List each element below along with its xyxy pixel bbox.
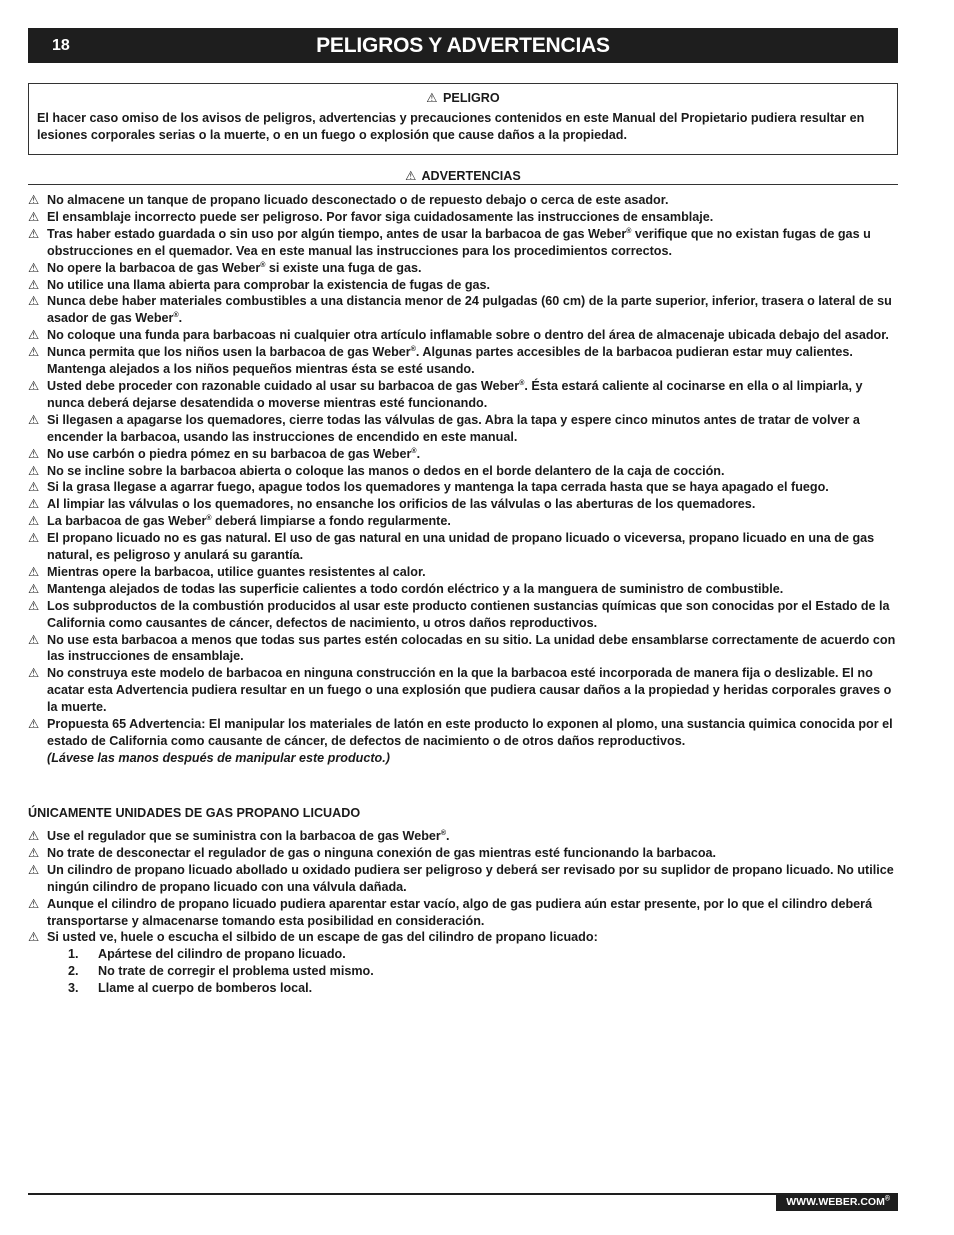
warning-triangle-icon: ⚠ [28, 294, 40, 309]
registered-mark: ® [173, 312, 179, 320]
danger-box [28, 83, 898, 155]
warning-triangle-icon: ⚠ [28, 209, 40, 224]
list-item [28, 192, 900, 209]
list-item-text: El ensamblaje incorrecto puede ser peligroso. Por favor siga cuidadosamente las instrucciones de ensamblaje. [47, 209, 714, 224]
list-item [28, 716, 900, 767]
lp-section-heading: ÚNICAMENTE UNIDADES DE GAS PROPANO LICUADO [28, 806, 361, 820]
warning-triangle-icon: ⚠ [28, 412, 40, 427]
list-item-text: No use esta barbacoa a menos que todas sus partes estén colocadas en su sitio. La unidad debe ensamblarse correctamente de acuerdo con las instrucciones de ensamblaje. [47, 632, 896, 664]
warning-triangle-icon: ⚠ [28, 862, 40, 877]
list-item [28, 513, 900, 530]
list-item-text-continued: deberá limpiarse a fondo regularmente. [211, 514, 451, 529]
list-item [28, 862, 900, 896]
list-item-text: Use el regulador que se suministra con la barbacoa de gas Weber [47, 829, 441, 843]
footer-url-text: WWW.WEBER.COM [786, 1196, 885, 1208]
warning-triangle-icon: ⚠ [28, 564, 40, 579]
warning-triangle-icon: ⚠ [28, 930, 40, 945]
warning-triangle-icon: ⚠ [28, 717, 40, 732]
list-item [28, 209, 900, 226]
list-item-text: No almacene un tanque de propano licuado desconectado o de repuesto debajo o cerca de este asador. [47, 193, 669, 207]
list-item-text-continued: . Ésta estará caliente al cocinarse en ella o al limpiarla, y nunca deberá dejarse desatendida o moverse mientras esté funcionando. [47, 378, 863, 410]
footer-url [776, 1193, 898, 1211]
list-item-text: Mantenga alejados de todas las superficie calientes a todo cordón eléctrico y a la manguera de suministro de combustible. [47, 581, 784, 596]
list-item-text: No use carbón o piedra pómez en su barbacoa de gas Weber [47, 446, 412, 461]
warning-triangle-icon: ⚠ [28, 514, 40, 529]
list-item-text: Si llegasen a apagarse los quemadores, cierre todas las válvulas de gas. Abra la tapa y espere cinco minutos antes de tratar de volver a encender la barbacoa, usando las instrucciones de encendido en este manual. [47, 412, 860, 444]
registered-mark: ® [206, 515, 212, 523]
list-item-text: No opere la barbacoa de gas Weber [47, 260, 261, 275]
warnings-heading-text: ADVERTENCIAS [421, 169, 521, 183]
warning-triangle-icon: ⚠ [28, 193, 40, 207]
list-item-text-continued: verifique que no existan fugas de gas u obstrucciones en el quemador. Vea en este manual las instrucciones para los procedimientos correctos. [47, 226, 871, 258]
step-number: 1. [68, 947, 79, 961]
lp-warnings-list [28, 828, 900, 946]
list-item [28, 828, 900, 845]
list-item-text: Al limpiar las válvulas o los quemadores, no ensanche los orificios de las válvulas o las aberturas de los quemadores. [47, 497, 756, 512]
warning-triangle-icon: ⚠ [28, 328, 40, 343]
warning-triangle-icon: ⚠ [28, 896, 40, 911]
warning-triangle-icon: ⚠ [28, 598, 40, 613]
list-item [28, 463, 900, 480]
list-item-note: (Lávese las manos después de manipular este producto.) [47, 750, 390, 765]
list-item [28, 665, 900, 716]
danger-heading [37, 90, 889, 107]
warning-triangle-icon: ⚠ [28, 632, 40, 647]
warning-triangle-icon: ⚠ [28, 277, 40, 292]
list-item [28, 845, 900, 862]
list-item [28, 446, 900, 463]
list-item-text: El propano licuado no es gas natural. El uso de gas natural en una unidad de propano licuado o viceversa, propano licuado en una de gas natural, es peligroso y anulará su garantía. [47, 531, 875, 563]
list-item [28, 327, 900, 344]
warning-triangle-icon: ⚠ [28, 829, 40, 843]
list-item [28, 277, 900, 294]
step-text: No trate de corregir el problema usted mismo. [98, 964, 374, 978]
step-text: Llame al cuerpo de bomberos local. [98, 981, 313, 995]
warning-triangle-icon: ⚠ [28, 226, 40, 241]
step-item [68, 963, 374, 980]
list-item-text: Si usted ve, huele o escucha el silbido de un escape de gas del cilindro de propano licuado: [47, 930, 598, 945]
list-item-text: Mientras opere la barbacoa, utilice guantes resistentes al calor. [47, 564, 426, 579]
list-item [28, 378, 900, 412]
step-item [68, 980, 374, 997]
list-item-text: No se incline sobre la barbacoa abierta o coloque las manos o dedos en el borde delantero de la caja de cocción. [47, 463, 725, 478]
list-item [28, 581, 900, 598]
page-number: 18 [52, 37, 70, 54]
list-item [28, 496, 900, 513]
list-item-text: La barbacoa de gas Weber [47, 514, 207, 529]
warning-triangle-icon: ⚠ [28, 581, 40, 596]
warning-triangle-icon: ⚠ [405, 169, 417, 183]
list-item-text-continued: . [178, 311, 183, 326]
warning-triangle-icon: ⚠ [28, 531, 40, 546]
warning-triangle-icon: ⚠ [28, 446, 40, 461]
warning-triangle-icon: ⚠ [28, 463, 40, 478]
list-item [28, 896, 900, 930]
danger-heading-text: PELIGRO [443, 91, 500, 105]
registered-mark: ® [260, 261, 266, 269]
registered-mark: ® [519, 379, 525, 387]
step-number: 3. [68, 981, 79, 995]
list-item-text: No construya este modelo de barbacoa en ninguna construcción en la que la barbacoa esté incorporada de manera fija o deslizable. El no acatar esta Advertencia pudiera resultar en un fuego o una explosión que pudiera causar daños a la propiedad y heridas corporales graves o la muerte. [47, 666, 892, 715]
list-item-text: Aunque el cilindro de propano licuado pudiera aparentar estar vacío, algo de gas pudiera aún estar presente, por lo que el cilindro deberá transportarse y almacenarse tomando esta posibilidad en consideración. [47, 896, 873, 928]
registered-mark: ® [626, 227, 632, 235]
footer-divider [28, 1193, 898, 1195]
list-item-text-continued: si existe una fuga de gas. [265, 260, 422, 275]
page-header [28, 28, 898, 63]
page-title: PELIGROS Y ADVERTENCIAS [316, 34, 610, 57]
list-item [28, 632, 900, 666]
warning-triangle-icon: ⚠ [28, 378, 40, 393]
list-item-text: No coloque una funda para barbacoas ni cualquier otra artículo inflamable sobre o dentro del área de almacenaje ubicada debajo del asador. [47, 328, 889, 343]
list-item-text: Propuesta 65 Advertencia: El manipular los materiales de latón en este producto lo exponen al plomo, una sustancia quimica conocida por el estado de California como causante de cáncer, de defectos de nacimiento o de otros daños reproductivos. [47, 717, 893, 748]
step-item [68, 946, 374, 963]
list-item-text: No utilice una llama abierta para comprobar la existencia de fugas de gas. [47, 277, 491, 292]
registered-mark: ® [410, 345, 416, 353]
list-item-text-continued: . [445, 829, 450, 843]
list-item [28, 293, 900, 327]
list-item-text: Los subproductos de la combustión producidos al usar este producto contienen sustancias químicas que son conocidas por el Estado de la California como causantes de cáncer, defectos de nacimiento, u otros daños reproductivos. [47, 598, 890, 630]
registered-mark: ® [411, 447, 417, 455]
danger-text: El hacer caso omiso de los avisos de peligros, advertencias y precauciones contenidos en este Manual del Propietario pudiera resultar en lesiones corporales serias o la muerte, o en un fuego o explosión que cause daños a la propiedad. [37, 111, 865, 142]
list-item [28, 479, 900, 496]
list-item [28, 226, 900, 260]
step-text: Apártese del cilindro de propano licuado. [98, 947, 346, 961]
warning-triangle-icon: ⚠ [426, 91, 438, 105]
warnings-heading [28, 168, 898, 185]
list-item [28, 564, 900, 581]
list-item-text-continued: . Algunas partes accesibles de la barbacoa pudieran estar muy calientes. Mantenga alejados a los niños pequeños mientras ésta se esté usando. [47, 345, 853, 377]
list-item [28, 344, 900, 378]
warning-triangle-icon: ⚠ [28, 666, 40, 681]
list-item-text: Tras haber estado guardada o sin uso por algún tiempo, antes de usar la barbacoa de gas Weber [47, 226, 627, 241]
footer-registered-mark: ® [884, 1195, 890, 1203]
registered-mark: ® [440, 829, 446, 837]
list-item [28, 412, 900, 446]
lp-steps-list [68, 946, 374, 997]
list-item-text: No trate de desconectar el regulador de gas o ninguna conexión de gas mientras esté funcionando la barbacoa. [47, 845, 717, 860]
warning-triangle-icon: ⚠ [28, 497, 40, 512]
list-item [28, 260, 900, 277]
list-item [28, 530, 900, 564]
list-item [28, 929, 900, 946]
list-item-text-continued: . [416, 446, 421, 461]
warnings-list [28, 192, 900, 767]
list-item [28, 598, 900, 632]
step-number: 2. [68, 964, 79, 978]
warning-triangle-icon: ⚠ [28, 345, 40, 360]
list-item-text: Usted debe proceder con razonable cuidado al usar su barbacoa de gas Weber [47, 378, 520, 393]
list-item-text: Un cilindro de propano licuado abollado u oxidado pudiera ser peligroso y deberá ser revisado por su suplidor de propano licuado. No utilice ningún cilindro de propano licuado con una válvula dañada. [47, 862, 894, 894]
list-item-text: Nunca permita que los niños usen la barbacoa de gas Weber [47, 345, 411, 360]
warning-triangle-icon: ⚠ [28, 845, 40, 860]
warning-triangle-icon: ⚠ [28, 260, 40, 275]
warning-triangle-icon: ⚠ [28, 480, 40, 495]
list-item-text: Si la grasa llegase a agarrar fuego, apague todos los quemadores y mantenga la tapa cerrada hasta que se haya apagado el fuego. [47, 480, 829, 495]
list-item-text: Nunca debe haber materiales combustibles a una distancia menor de 24 pulgadas (60 cm) de la parte superior, inferior, trasera o lateral de su asador de gas Weber [47, 294, 892, 326]
